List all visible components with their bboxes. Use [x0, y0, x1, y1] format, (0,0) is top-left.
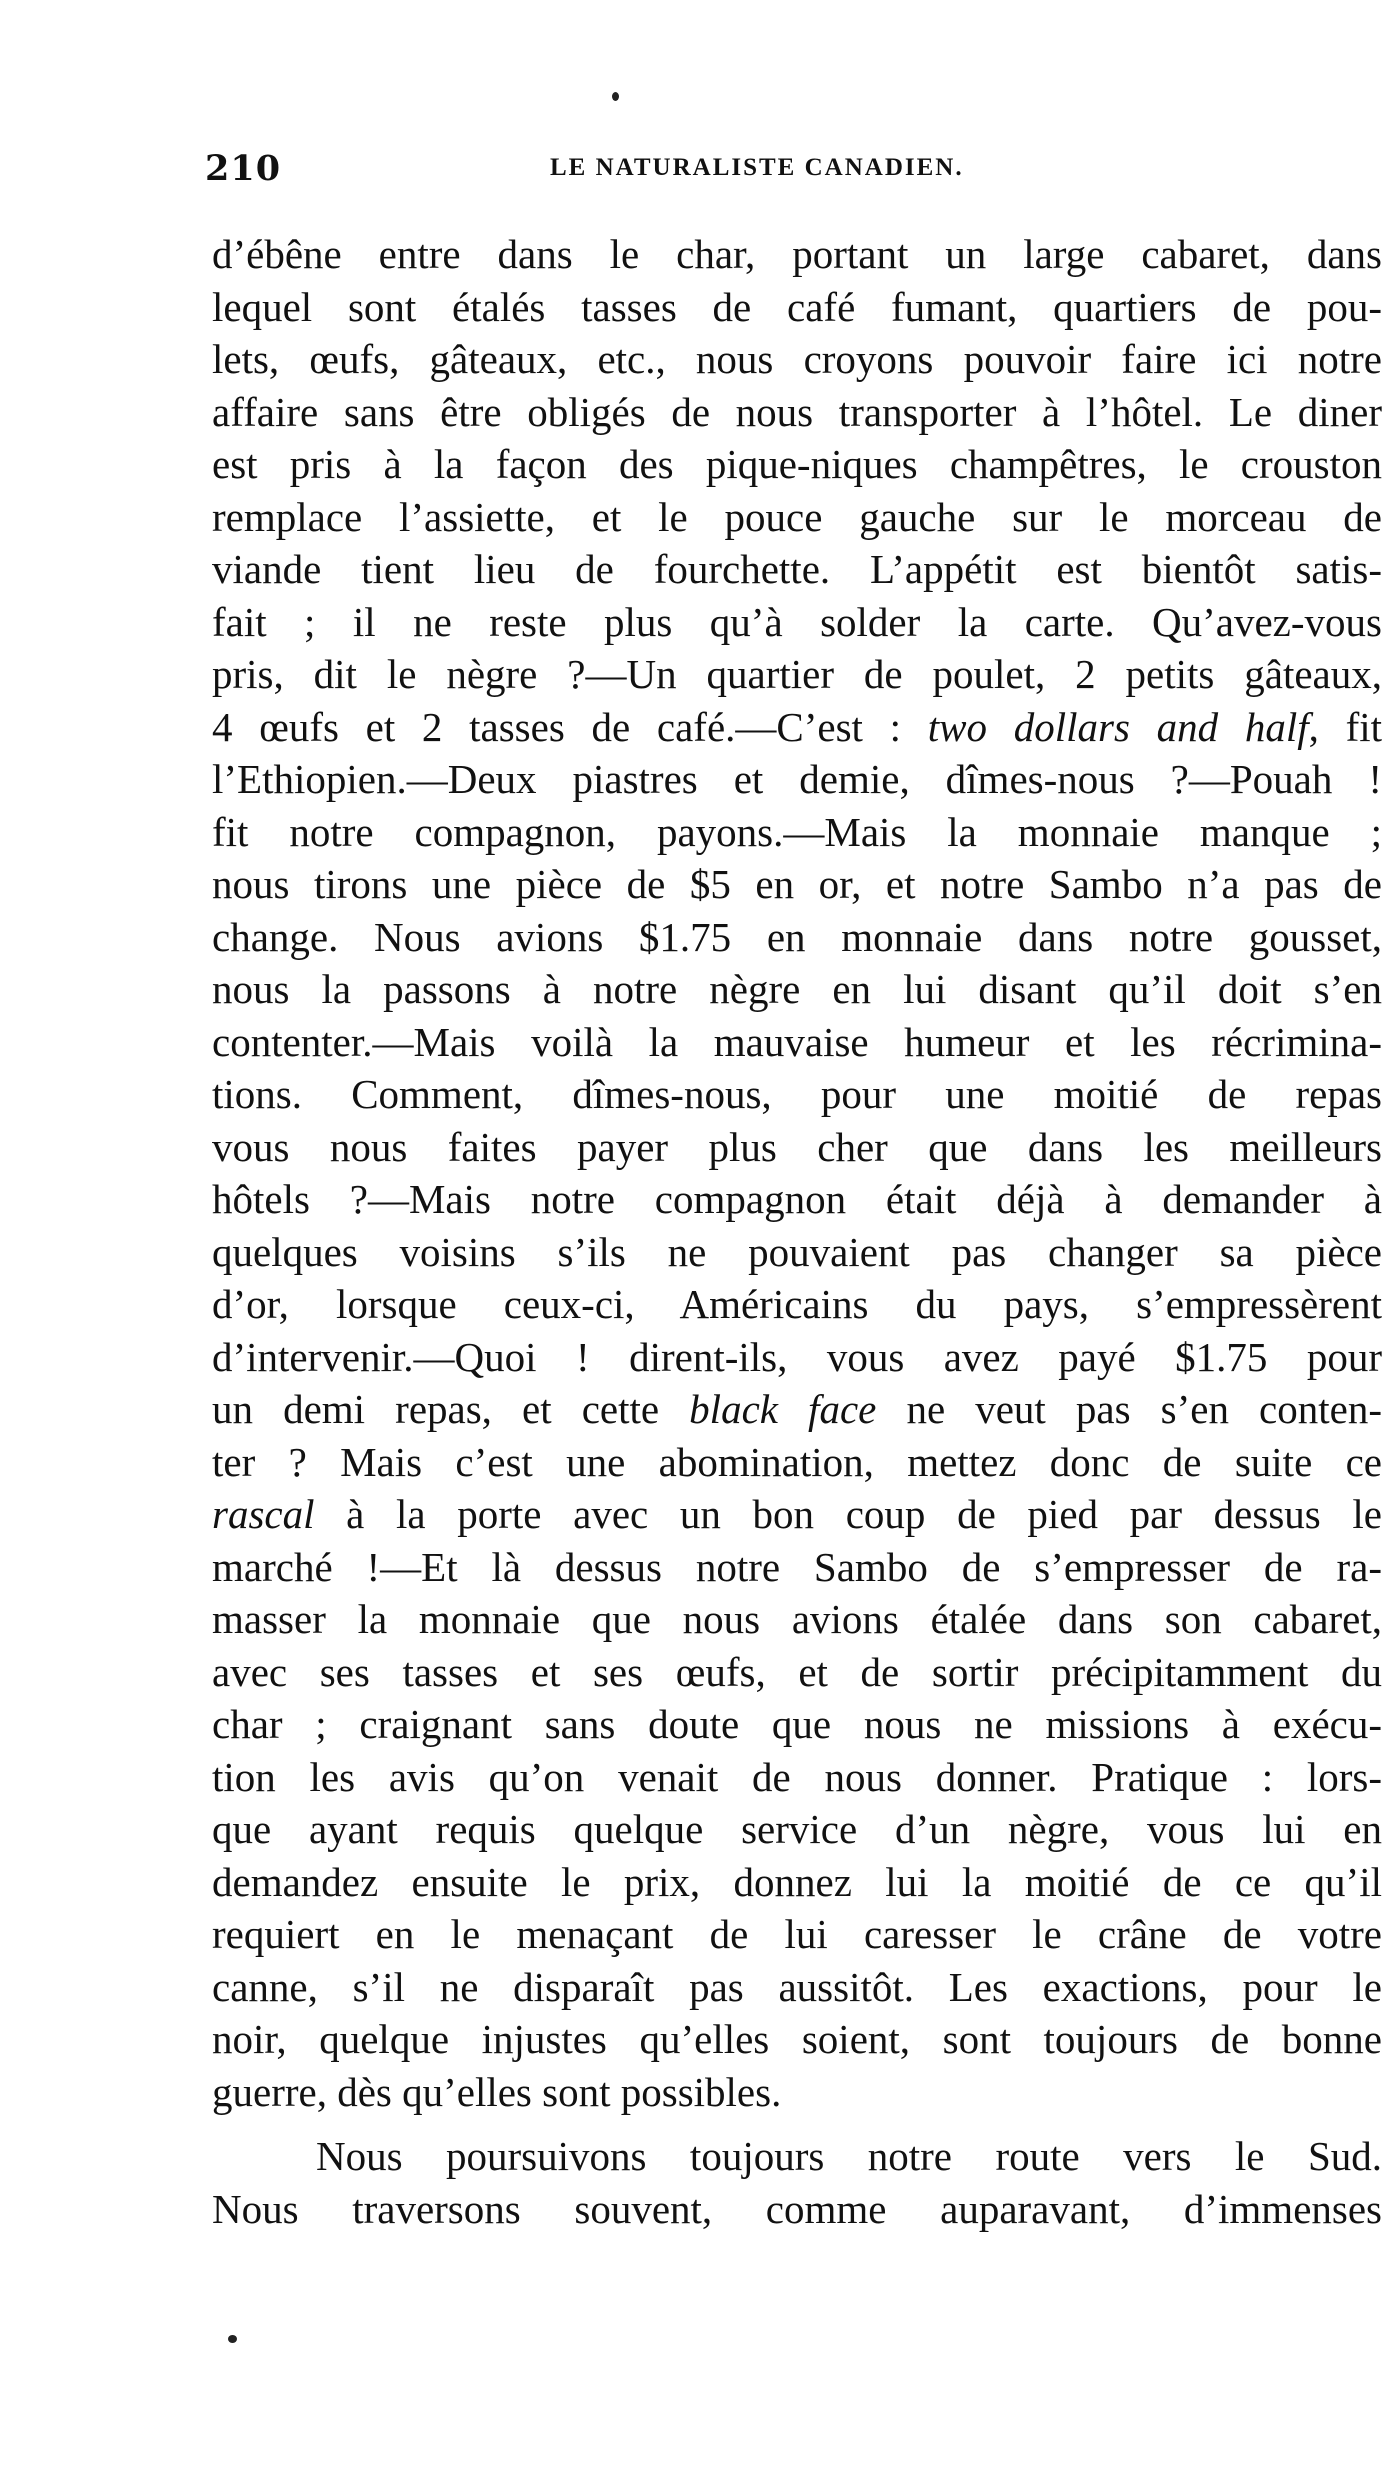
text-line: requiert en le menaçant de lui caresser le crâne de votre: [212, 1911, 1382, 1957]
text-line: char ; craignant sans doute que nous ne missions à exécu-: [212, 1701, 1382, 1747]
text-line: canne, s’il ne disparaît pas aussitôt. Les exactions, pour le: [212, 1963, 1382, 2010]
text-line: affaire sans être obligés de nous transporter à l’hôtel. Le diner: [212, 388, 1382, 435]
text-line: [212, 1488, 1382, 1541]
italic-phrase: two dollars and half: [927, 703, 1309, 750]
text-line: Nous traversons souvent, comme auparavant, d’immenses: [212, 2185, 1382, 2232]
text-line: noir, quelque injustes qu’elles soient, sont toujours de bonne: [212, 2016, 1382, 2062]
text-line: d’or, lorsque ceux-ci, Américains du pays, s’empressèrent: [212, 1281, 1382, 1327]
text-line: est pris à la façon des pique-niques champêtres, le crouston: [212, 441, 1382, 487]
text-line: l’Ethiopien.—Deux piastres et demie, dîmes-nous ?—Pouah !: [212, 756, 1382, 802]
text-line: remplace l’assiette, et le pouce gauche sur le morceau de: [212, 493, 1382, 540]
page-header: [205, 138, 1385, 198]
page-number: 210: [205, 147, 282, 189]
paragraph-gap: [212, 2118, 1382, 2130]
text-line: [212, 701, 1382, 754]
text-line: demandez ensuite le prix, donnez lui la moitié de ce qu’il: [212, 1858, 1382, 1905]
ink-speck: [612, 92, 619, 101]
text-line: Nous poursuivons toujours notre route vers le Sud.: [316, 2133, 1382, 2179]
ink-speck: [228, 2335, 237, 2343]
text-line: ter ? Mais c’est une abomination, mettez donc de suite ce: [212, 1438, 1382, 1485]
text-line: hôtels ?—Mais notre compagnon était déjà à demander à: [212, 1176, 1382, 1222]
italic-phrase: black face: [689, 1386, 877, 1432]
text-span: un demi repas, et cette: [212, 1386, 690, 1432]
text-line: tions. Comment, dîmes-nous, pour une moitié de repas: [212, 1071, 1382, 1117]
text-line: viande tient lieu de fourchette. L’appétit est bientôt satis-: [212, 546, 1382, 592]
text-line: marché !—Et là dessus notre Sambo de s’empresser de ra-: [212, 1543, 1382, 1590]
text-line: d’ébêne entre dans le char, portant un large cabaret, dans: [212, 231, 1382, 277]
text-line: contenter.—Mais voilà la mauvaise humeur et les récrimina-: [212, 1018, 1382, 1065]
text-line: d’intervenir.—Quoi ! dirent-ils, vous avez payé $1.75 pour: [212, 1333, 1382, 1380]
running-title: LE NATURALISTE CANADIEN.: [550, 154, 964, 181]
text-line: masser la monnaie que nous avions étalée dans son cabaret,: [212, 1596, 1382, 1642]
text-line: tion les avis qu’on venait de nous donner. Pratique : lors-: [212, 1753, 1382, 1800]
italic-phrase: rascal: [212, 1491, 315, 1537]
text-line: nous la passons à notre nègre en lui disant qu’il doit s’en: [212, 966, 1382, 1012]
text-line: que ayant requis quelque service d’un nègre, vous lui en: [212, 1806, 1382, 1852]
text-line: fit notre compagnon, payons.—Mais la monnaie manque ;: [212, 808, 1382, 855]
text-line: pris, dit le nègre ?—Un quartier de poulet, 2 petits gâteaux,: [212, 651, 1382, 697]
body-text: [212, 228, 1382, 2235]
text-line: nous tirons une pièce de $5 en or, et notre Sambo n’a pas de: [212, 861, 1382, 907]
text-span: à la porte avec un bon coup de pied par dessus le: [314, 1491, 1382, 1537]
text-line: lequel sont étalés tasses de café fumant, quartiers de pou-: [212, 283, 1382, 330]
text-line: lets, œufs, gâteaux, etc., nous croyons pouvoir faire ici notre: [212, 336, 1382, 382]
text-line: quelques voisins s’ils ne pouvaient pas changer sa pièce: [212, 1228, 1382, 1275]
text-line: fait ; il ne reste plus qu’à solder la carte. Qu’avez-vous: [212, 598, 1382, 645]
text-line: [212, 1383, 1382, 1436]
text-span: 4 œufs et 2 tasses de café.—C’est :: [212, 703, 928, 750]
text-span: ne veut pas s’en conten-: [876, 1386, 1382, 1432]
text-line: vous nous faites payer plus cher que dans les meilleurs: [212, 1123, 1382, 1170]
text-line: guerre, dès qu’elles sont possibles.: [212, 2068, 782, 2115]
text-line: change. Nous avions $1.75 en monnaie dans notre gousset,: [212, 913, 1382, 960]
text-span: , fit: [1308, 703, 1383, 750]
text-line: avec ses tasses et ses œufs, et de sortir précipitamment du: [212, 1648, 1382, 1695]
